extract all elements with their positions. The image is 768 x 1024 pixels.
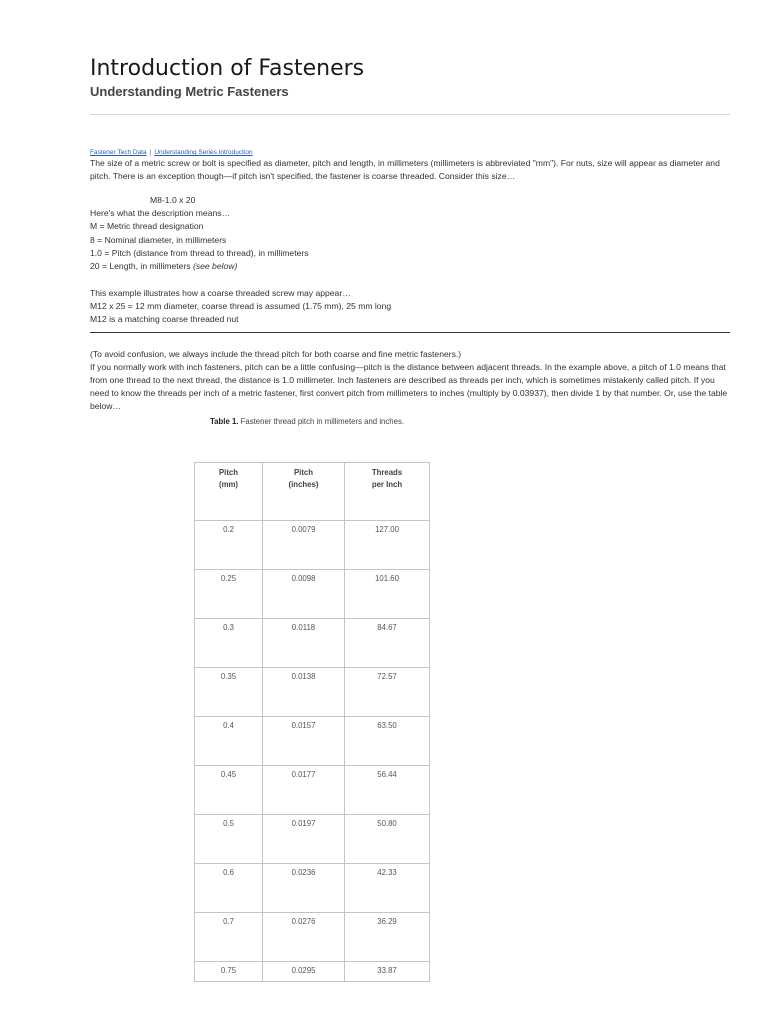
cell-pitch-mm: 0.4: [195, 717, 263, 766]
example-heading: Here's what the description means…: [90, 208, 231, 219]
table-caption-label: Table 1.: [210, 417, 239, 426]
cell-pitch-inches: 0.0098: [263, 570, 345, 619]
example-line: 8 = Nominal diameter, in millimeters: [90, 234, 227, 245]
cell-pitch-inches: 0.0118: [263, 619, 345, 668]
cell-threads-per-inch: 84.67: [345, 619, 430, 668]
table-caption-text: Fastener thread pitch in millimeters and inches.: [240, 417, 405, 426]
cell-pitch-mm: 0.25: [195, 570, 263, 619]
table-row: [195, 717, 430, 766]
cell-pitch-inches: 0.0079: [263, 521, 345, 570]
cell-pitch-inches: 0.0197: [263, 815, 345, 864]
column-header-threads-per-inch: Threads per Inch: [345, 463, 430, 521]
cell-pitch-inches: 0.0157: [263, 717, 345, 766]
spacer: [90, 273, 730, 287]
breadcrumb: [90, 149, 253, 156]
example-block: [90, 194, 730, 326]
cell-pitch-mm: 0.75: [195, 962, 263, 982]
cell-threads-per-inch: 101.60: [345, 570, 430, 619]
length-line-text: 20 = Length, in millimeters: [90, 260, 191, 271]
cell-pitch-inches: 0.0295: [263, 962, 345, 982]
table-row: [195, 521, 430, 570]
column-header-pitch-inches: Pitch (inches): [263, 463, 345, 521]
cell-pitch-mm: 0.5: [195, 815, 263, 864]
example-line: 1.0 = Pitch (distance from thread to thread), in millimeters: [90, 247, 309, 258]
length-line-note: (see below): [192, 260, 238, 271]
cell-pitch-mm: 0.2: [195, 521, 263, 570]
cell-pitch-mm: 0.35: [195, 668, 263, 717]
cell-threads-per-inch: 42.33: [345, 864, 430, 913]
table-row: [195, 913, 430, 962]
intro-paragraph: The size of a metric screw or bolt is specified as diameter, pitch and length, in millimeters (millimeters is abbreviated "mm"). For nuts, size will appear as diameter and pitch. There is an exception though—if pitch isn't specified, the fastener is coarse threaded. Consider this size…: [90, 158, 720, 181]
breadcrumb-link-understanding-series[interactable]: Understanding Series Introduction: [154, 149, 253, 156]
coarse-line: M12 is a matching coarse threaded nut: [90, 314, 239, 325]
table-row: [195, 619, 430, 668]
pitch-explanation: [90, 348, 730, 413]
page-title: Introduction of Fasteners: [90, 56, 365, 81]
cell-pitch-mm: 0.45: [195, 766, 263, 815]
example-size: M8-1.0 x 20: [150, 195, 196, 205]
table-caption: [210, 417, 404, 426]
cell-threads-per-inch: 127.00: [345, 521, 430, 570]
cell-pitch-inches: 0.0177: [263, 766, 345, 815]
table-row: [195, 570, 430, 619]
cell-pitch-inches: 0.0276: [263, 913, 345, 962]
cell-pitch-mm: 0.6: [195, 864, 263, 913]
breadcrumb-link-fastener-tech-data[interactable]: Fastener Tech Data: [90, 149, 147, 156]
table-row: [195, 864, 430, 913]
header-divider: [90, 114, 730, 115]
table-row: [195, 766, 430, 815]
column-header-pitch-mm: Pitch (mm): [195, 463, 263, 521]
coarse-line: This example illustrates how a coarse threaded screw may appear…: [90, 287, 351, 298]
example-line-length: [90, 260, 730, 273]
cell-threads-per-inch: 50.80: [345, 815, 430, 864]
thread-pitch-table: [194, 462, 430, 982]
section-divider: [90, 332, 730, 333]
coarse-line: M12 x 25 = 12 mm diameter, coarse thread is assumed (1.75 mm), 25 mm long: [90, 300, 392, 311]
cell-threads-per-inch: 36.29: [345, 913, 430, 962]
table-header-row: [195, 463, 430, 521]
cell-threads-per-inch: 33.87: [345, 962, 430, 982]
table-row: [195, 668, 430, 717]
cell-pitch-mm: 0.3: [195, 619, 263, 668]
breadcrumb-separator: |: [149, 149, 152, 156]
cell-threads-per-inch: 56.44: [345, 766, 430, 815]
example-line: M = Metric thread designation: [90, 221, 204, 232]
page-subtitle: Understanding Metric Fasteners: [90, 84, 289, 99]
pitch-paragraph: If you normally work with inch fasteners, pitch can be a little confusing—pitch is the distance between adjacent threads. In the example above, a pitch of 1.0 means that from one thread to the next thread, the distance is 1.0 millimeter. Inch fasteners are described as threads per inch, which is sometimes mistakenly called pitch. If you need to know the threads per inch of a metric fastener, first convert pitch from millimeters to inches (multiply by 0.03937), then divide 1 by that number. Or, use the table below…: [90, 362, 728, 411]
cell-pitch-inches: 0.0138: [263, 668, 345, 717]
cell-threads-per-inch: 63.50: [345, 717, 430, 766]
table-row: [195, 962, 430, 982]
pitch-note: (To avoid confusion, we always include the thread pitch for both coarse and fine metric fasteners.): [90, 349, 462, 359]
cell-pitch-inches: 0.0236: [263, 864, 345, 913]
cell-threads-per-inch: 72.57: [345, 668, 430, 717]
cell-pitch-mm: 0.7: [195, 913, 263, 962]
table-row: [195, 815, 430, 864]
